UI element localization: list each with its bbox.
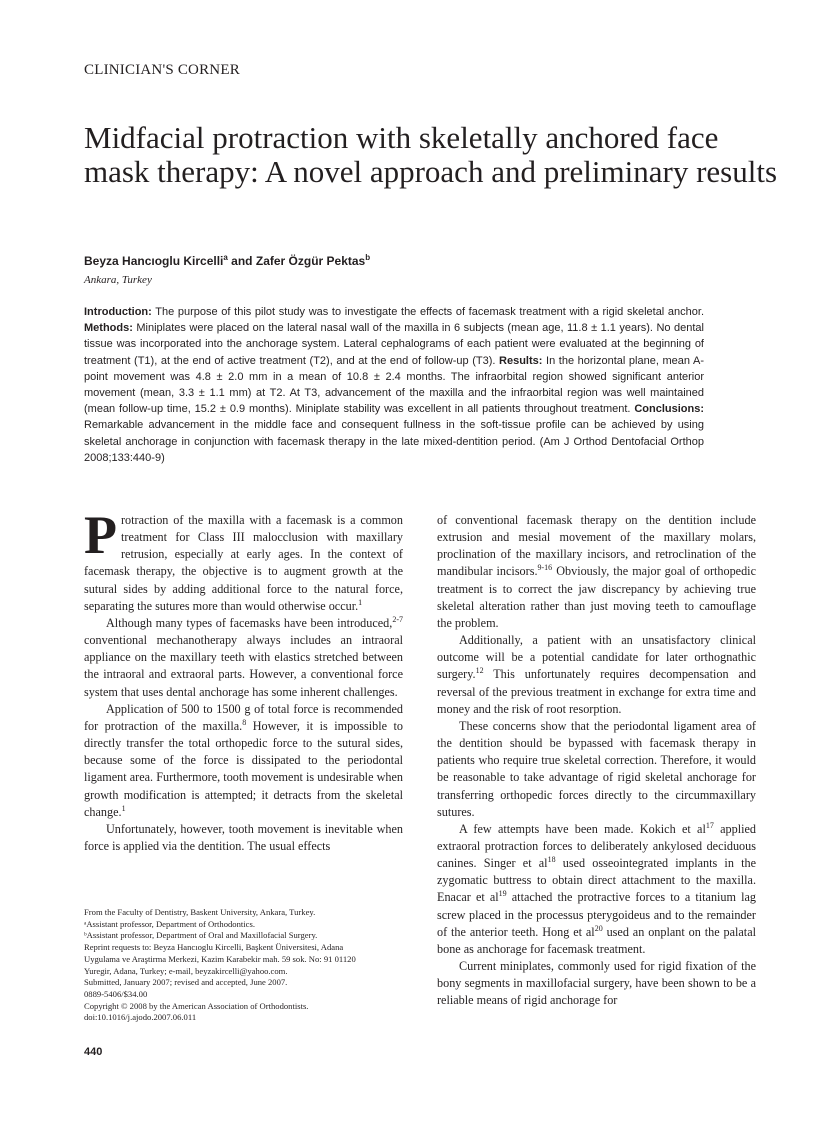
footnote-author-b: ᵇAssistant professor, Department of Oral and Maxillofacial Surgery. bbox=[84, 930, 318, 941]
paragraph-text: conventional mechanotherapy always includes an intraoral appliance on the maxillary teeth with elastics stretched between the intraoral and extraoral parts. However, a conventional force system that uses dental anchorage has some inherent challenges. bbox=[84, 633, 403, 699]
body-paragraph bbox=[437, 512, 756, 632]
paragraph-text: rotraction of the maxilla with a facemask is a common treatment for Class III malocclusion with maxillary retrusion, especially at early ages. In the context of facemask therapy, the objective is to augment growth at the sutural sides by adding additional force to the natural force, separating the sutures more than would otherwise occur. bbox=[84, 513, 403, 613]
footnote-affiliation: From the Faculty of Dentistry, Baskent University, Ankara, Turkey. bbox=[84, 907, 316, 917]
article-title: Midfacial protraction with skeletally anchored face mask therapy: A novel approach and preliminary results bbox=[84, 120, 778, 189]
author-name: Zafer Özgür Pektas bbox=[255, 254, 366, 268]
footnote-code: 0889-5406/$34.00 bbox=[84, 988, 148, 999]
author-line bbox=[84, 254, 370, 268]
footnote-copyright: Copyright © 2008 by the American Association of Orthodontists. bbox=[84, 1000, 309, 1011]
citation: 2-7 bbox=[392, 614, 403, 624]
citation: 1 bbox=[358, 597, 363, 607]
abstract-methods: Miniplates were placed on the lateral nasal wall of the maxilla in 6 subjects (mean age, 11.8 ± 1.1 years). No dental tissue was incorporated into the anchorage system. Lateral cephalograms of each patient were evaluated at the beginning of treatment (T1), at the end of active treatment (T2), and at the end of follow-up (T3). bbox=[84, 322, 704, 367]
paragraph-text: However, it is impossible to directly transfer the total orthopedic force to the sutural sides, because some of the force is dissipated to the periodontal ligament area. Furthermore, tooth movement is undesirable when growth modification is attempted; it detracts from the skeletal change. bbox=[84, 718, 404, 819]
footnote-reprint: Reprint requests to: Beyza Hancıoglu Kircelli, Başkent Üniversitesi, Adana bbox=[84, 942, 344, 953]
body-paragraph bbox=[84, 615, 403, 701]
author-conjunction: and bbox=[227, 254, 256, 268]
body-paragraph: Unfortunately, however, tooth movement is inevitable when force is applied via the dentition. The usual effects bbox=[84, 821, 403, 853]
abstract-label-results: Results: bbox=[499, 354, 543, 367]
body-paragraph bbox=[84, 701, 403, 821]
footnote-reprint: Uygulama ve Araştirma Merkezi, Kazim Karabekir mah. 59 sok. No: 91 01120 bbox=[84, 953, 356, 964]
page-number: 440 bbox=[84, 1046, 103, 1058]
citation: 1 bbox=[121, 803, 126, 813]
paragraph-text: Application of 500 to 1500 g of total force is recommended for protraction of the maxilla. bbox=[84, 701, 403, 733]
author-affiliation-mark: a bbox=[223, 253, 228, 262]
abstract-label-methods: Methods: bbox=[84, 322, 133, 335]
paragraph-text: Obviously, the major goal of orthopedic treatment is to correct the jaw discrepancy by achieving true skeletal alteration rather than just moving teeth to camouflage the problem. bbox=[437, 564, 756, 630]
footnote-submitted: Submitted, January 2007; revised and accepted, June 2007. bbox=[84, 977, 288, 988]
body-paragraph bbox=[437, 632, 756, 718]
abstract-label-conclusions: Conclusions: bbox=[634, 403, 704, 416]
footnote-reprint: Yuregir, Adana, Turkey; e-mail, beyzakircelli@yahoo.com. bbox=[84, 965, 288, 976]
paragraph-text: of conventional facemask therapy on the dentition include extrusion and mesial movement of the maxillary molars, proclination of the maxillary incisors, and retroclination of the mandibular incisors. bbox=[437, 513, 756, 579]
abstract bbox=[84, 304, 704, 466]
citation: 20 bbox=[594, 923, 603, 933]
footnotes bbox=[84, 907, 403, 1024]
author-name: Beyza Hancıoglu Kircelli bbox=[84, 254, 224, 268]
citation: 19 bbox=[498, 889, 507, 899]
section-label: CLINICIAN'S CORNER bbox=[84, 62, 240, 78]
footnote-author-a: ᵃAssistant professor, Department of Orthodontics. bbox=[84, 918, 255, 929]
body-paragraph bbox=[84, 505, 403, 615]
body-paragraph: These concerns show that the periodontal ligament area of the dentition should be bypassed with facemask therapy in patients who require true skeletal correction. Therefore, it would be reasonable to take advantage of rigid skeletal anchorage for transferring orthopedic forces directly to the circummaxillary sutures. bbox=[437, 718, 756, 819]
citation: 8 bbox=[242, 717, 247, 727]
paragraph-text: Additionally, a patient with an unsatisfactory clinical outcome will be a potential candidate for later orthognathic surgery. bbox=[437, 633, 756, 682]
abstract-results: In the horizontal plane, mean A-point movement was 4.8 ± 2.0 mm in a mean of 10.8 ± 2.4 months. The infraorbital region showed significant anterior movement (mean, 3.3 ± 1.1 mm) at T2. At T3, advancement of the maxilla and the infraorbital region was well maintained (mean follow-up time, 15.2 ± 0.9 months). Miniplate stability was excellent in all patients throughout treatment. bbox=[84, 354, 704, 416]
abstract-label-introduction: Introduction: bbox=[84, 306, 152, 318]
body-column-right bbox=[437, 512, 756, 1010]
paragraph-text: used an onplant on the palatal bone as anchorage for facemask treatment. bbox=[437, 924, 756, 956]
paragraph-text: used osseointegrated implants in the zygomatic buttress to obtain direct attachment to the maxilla. Enacar et al bbox=[437, 856, 756, 905]
citation: 18 bbox=[547, 855, 556, 865]
affiliation-location: Ankara, Turkey bbox=[84, 274, 152, 286]
paragraph-text: A few attempts have been made. Kokich et al bbox=[459, 821, 706, 836]
drop-cap: P bbox=[84, 505, 117, 565]
body-paragraph bbox=[437, 821, 756, 958]
author-affiliation-mark: b bbox=[365, 253, 371, 262]
abstract-introduction: The purpose of this pilot study was to investigate the effects of facemask treatment with a rigid skeletal anchor. bbox=[151, 306, 704, 318]
abstract-conclusions: Remarkable advancement in the middle face and consequent fullness in the soft-tissue profile can be achieved by using skeletal anchorage in conjunction with facemask therapy in the late mixed-dentition period. (Am J Orthod Dentofacial Orthop 2008;133:440-9) bbox=[84, 419, 704, 464]
footnote-doi: doi:10.1016/j.ajodo.2007.06.011 bbox=[84, 1012, 197, 1023]
paragraph-text: This unfortunately requires decompensation and reversal of the previous treatment in exchange for extra time and money and the risk of root resorption. bbox=[437, 667, 756, 716]
paragraph-text: applied extraoral protraction forces to deliberately ankylosed deciduous canines. Singer et al bbox=[437, 821, 756, 871]
body-column-left bbox=[84, 505, 404, 855]
paragraph-text: Although many types of facemasks have been introduced, bbox=[106, 615, 393, 630]
citation: 9-16 bbox=[537, 563, 553, 573]
citation: 12 bbox=[475, 666, 484, 676]
paragraph-text: attached the protractive forces to a titanium lag screw placed in the processus pterygoideus and to the remainder of the anterior teeth. Hong et al bbox=[437, 890, 756, 939]
body-paragraph: Current miniplates, commonly used for rigid fixation of the bony segments in maxillofacial surgery, have been shown to be a reliable means of rigid anchorage for bbox=[437, 959, 756, 1008]
citation: 17 bbox=[705, 820, 714, 830]
